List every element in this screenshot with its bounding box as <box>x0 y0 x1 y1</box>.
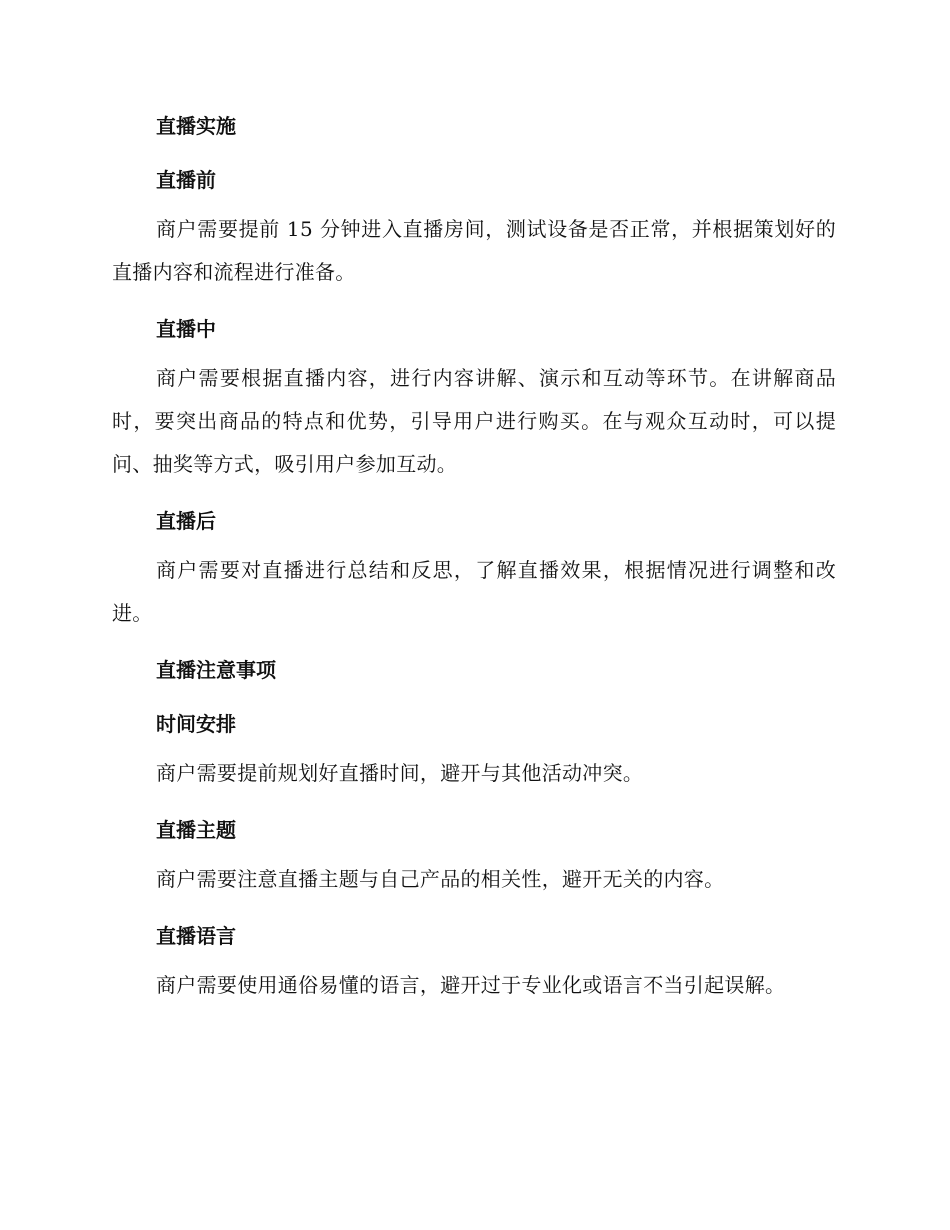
heading-before-live: 直播前 <box>156 168 216 192</box>
paragraph-time-arrangement: 商户需要提前规划好直播时间，避开与其他活动冲突。 <box>156 761 644 785</box>
paragraph-live-theme: 商户需要注意直播主题与自己产品的相关性，避开无关的内容。 <box>156 867 725 891</box>
paragraph-before-live: 商户需要提前 15 分钟进入直播房间，测试设备是否正常，并根据策划好的直播内容和流程进行准备。 <box>112 217 836 284</box>
heading-live-implementation: 直播实施 <box>156 114 236 138</box>
paragraph-after-live: 商户需要对直播进行总结和反思，了解直播效果，根据情况进行调整和改进。 <box>112 558 836 625</box>
document-page <box>112 108 836 1024</box>
heading-live-notes: 直播注意事项 <box>156 658 276 682</box>
heading-after-live: 直播后 <box>156 509 216 533</box>
heading-time-arrangement: 时间安排 <box>156 712 236 736</box>
heading-live-theme: 直播主题 <box>156 818 236 842</box>
heading-live-language: 直播语言 <box>156 924 236 948</box>
heading-during-live: 直播中 <box>156 317 216 341</box>
paragraph-during-live: 商户需要根据直播内容，进行内容讲解、演示和互动等环节。在讲解商品时，要突出商品的特点和优势，引导用户进行购买。在与观众互动时，可以提问、抽奖等方式，吸引用户参加互动。 <box>112 366 836 476</box>
paragraph-live-language: 商户需要使用通俗易懂的语言，避开过于专业化或语言不当引起误解。 <box>156 973 786 997</box>
